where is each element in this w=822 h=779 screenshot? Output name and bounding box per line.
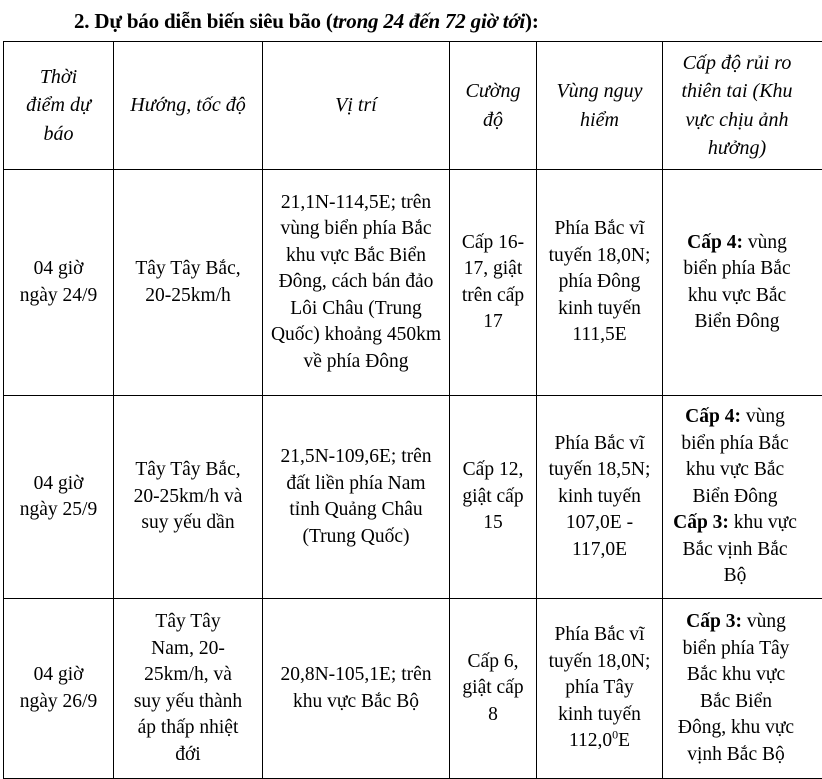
table-row — [4, 599, 822, 779]
risk-area: vùng biển phía Bắc khu vực Bắc Biển Đông — [683, 232, 790, 333]
danger-zone-text: Phía Bắc vĩ tuyến 18,0N; phía Tây kinh tuyến 112,0 — [549, 624, 651, 751]
risk-area: khu vực Bắc vịnh Bắc Bộ — [682, 512, 796, 586]
cell-direction-speed: Tây Tây Nam, 20-25km/h, và suy yếu thành áp thấp nhiệt đới — [114, 599, 263, 779]
cell-direction-speed: Tây Tây Bắc, 20-25km/h — [114, 170, 263, 396]
risk-level-label: Cấp 4: — [687, 232, 743, 253]
table-row — [4, 396, 822, 599]
heading-note: trong 24 đến 72 giờ tới — [333, 9, 525, 33]
cell-position: 21,5N-109,6E; trên đất liền phía Nam tỉnh Quảng Châu (Trung Quốc) — [263, 396, 450, 599]
cell-danger-zone — [537, 599, 663, 779]
cell-danger-zone: Phía Bắc vĩ tuyến 18,0N; phía Đông kinh tuyến 111,5E — [537, 170, 663, 396]
table-header-row — [4, 42, 822, 170]
cell-position: 21,1N-114,5E; trên vùng biển phía Bắc khu vực Bắc Biển Đông, cách bán đảo Lôi Châu (Trung Quốc) khoảng 450km về phía Đông — [263, 170, 450, 396]
risk-level-label: Cấp 4: — [685, 406, 741, 427]
degree-superscript: 0 — [612, 728, 618, 742]
cell-risk-level — [663, 170, 822, 396]
header-risk-level: Cấp độ rủi ro thiên tai (Khu vực chịu ảnh hưởng) — [663, 42, 822, 170]
cell-intensity: Cấp 16-17, giật trên cấp 17 — [450, 170, 537, 396]
heading-paren-close: ): — [525, 9, 539, 33]
heading-paren-open: ( — [321, 9, 333, 33]
section-heading — [74, 9, 539, 34]
cell-intensity: Cấp 6, giật cấp 8 — [450, 599, 537, 779]
header-position: Vị trí — [263, 42, 450, 170]
cell-risk-level — [663, 599, 822, 779]
risk-entry — [673, 404, 797, 510]
cell-intensity: Cấp 12, giật cấp 15 — [450, 396, 537, 599]
danger-zone-suffix: E — [618, 730, 630, 751]
header-time: Thời điểm dự báo — [4, 42, 114, 170]
header-direction-speed: Hướng, tốc độ — [114, 42, 263, 170]
risk-entry — [673, 510, 797, 590]
header-intensity: Cường độ — [450, 42, 537, 170]
cell-risk-level — [663, 396, 822, 599]
cell-time: 04 giờ ngày 25/9 — [4, 396, 114, 599]
cell-danger-zone: Phía Bắc vĩ tuyến 18,5N; kinh tuyến 107,0E - 117,0E — [537, 396, 663, 599]
cell-position: 20,8N-105,1E; trên khu vực Bắc Bộ — [263, 599, 450, 779]
risk-level-label: Cấp 3: — [673, 512, 729, 533]
risk-area: vùng biển phía Tây Bắc khu vực Bắc Biển Đông, khu vực vịnh Bắc Bộ — [678, 611, 794, 765]
risk-level-label: Cấp 3: — [686, 611, 742, 632]
cell-time: 04 giờ ngày 24/9 — [4, 170, 114, 396]
cell-time: 04 giờ ngày 26/9 — [4, 599, 114, 779]
header-danger-zone: Vùng nguy hiểm — [537, 42, 663, 170]
forecast-table — [3, 41, 822, 779]
risk-area: vùng biển phía Bắc khu vực Bắc Biển Đông — [681, 406, 788, 507]
heading-title: 2. Dự báo diễn biến siêu bão — [74, 9, 321, 33]
cell-direction-speed: Tây Tây Bắc, 20-25km/h và suy yếu dần — [114, 396, 263, 599]
risk-entry — [677, 230, 797, 336]
risk-entry — [675, 609, 797, 768]
table-row — [4, 170, 822, 396]
